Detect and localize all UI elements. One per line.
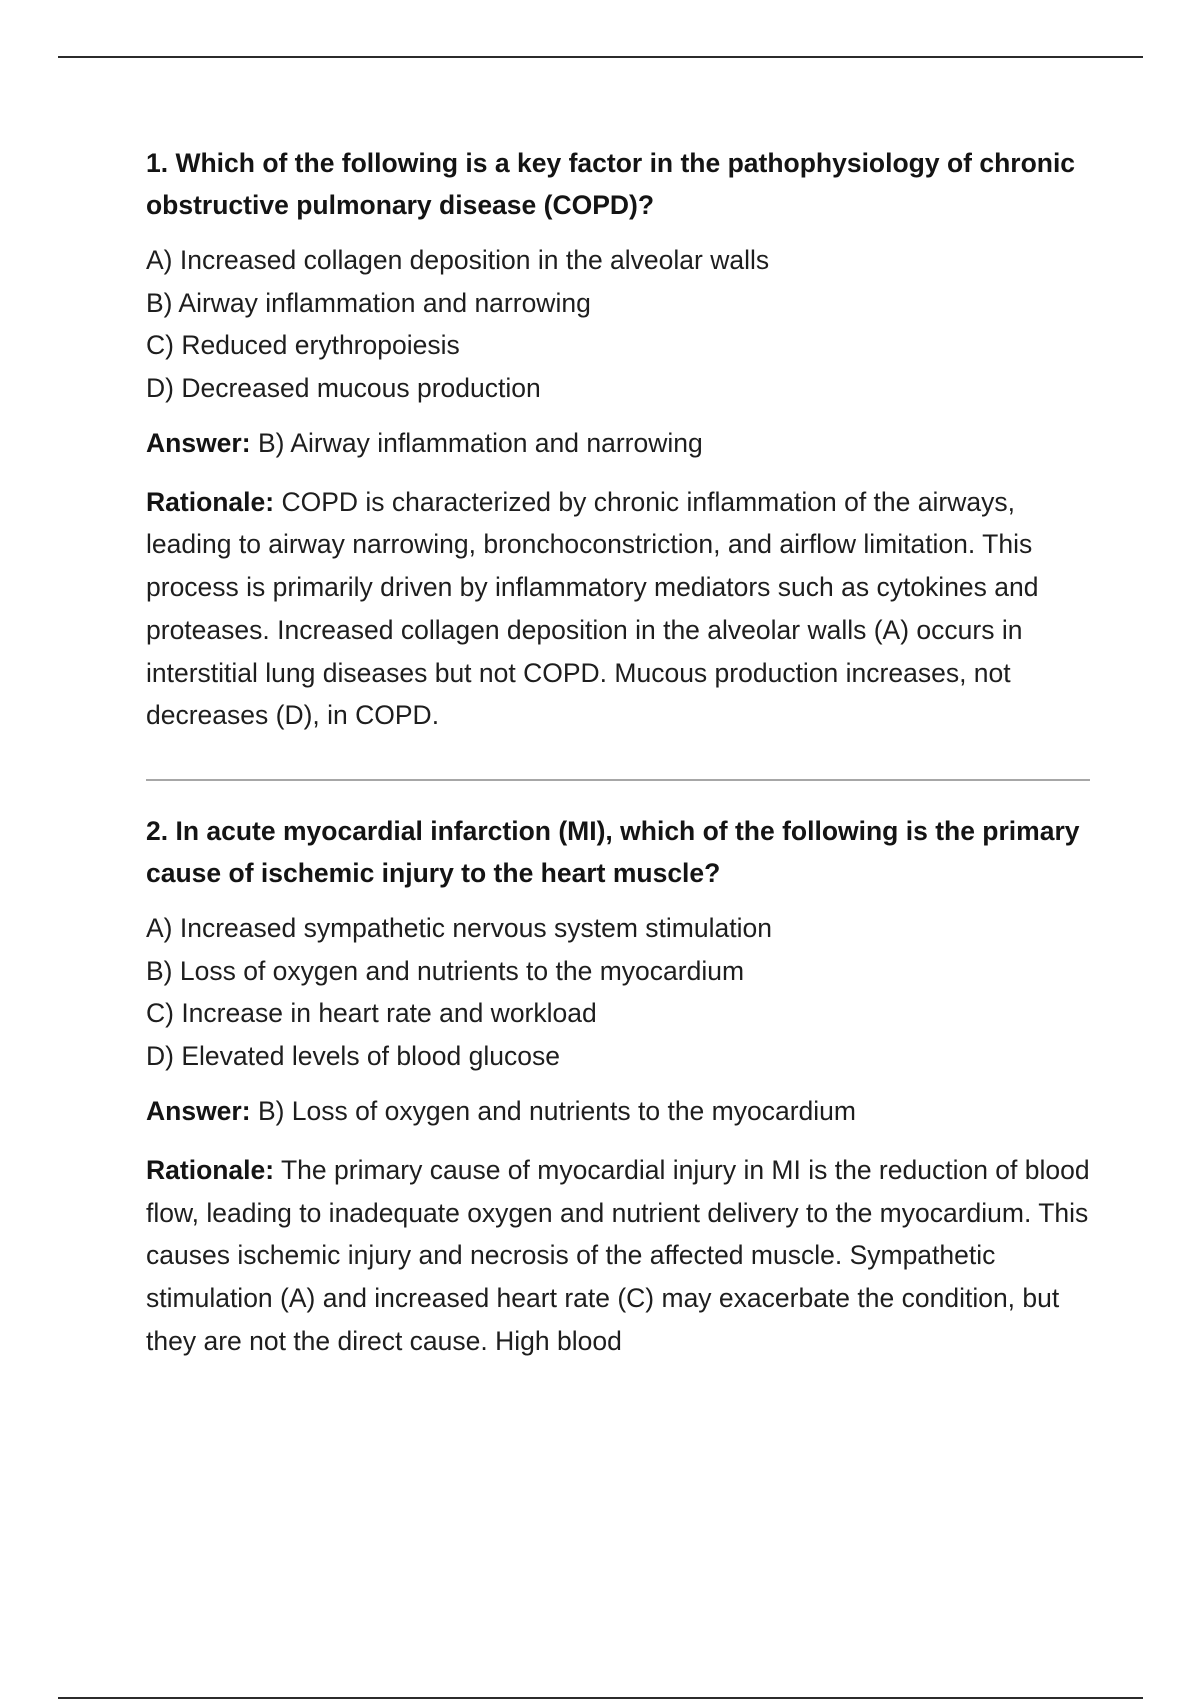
document-body bbox=[146, 142, 1096, 1363]
page-top-rule bbox=[58, 56, 1143, 58]
question-2-options bbox=[146, 907, 1096, 1077]
question-block-1 bbox=[146, 142, 1096, 737]
page-bottom-rule bbox=[58, 1697, 1143, 1699]
question-1-options bbox=[146, 239, 1096, 409]
question-2-rationale-label: Rationale: bbox=[146, 1154, 275, 1185]
question-1-answer-label: Answer: bbox=[146, 428, 251, 458]
question-2-option-c: C) Increase in heart rate and workload bbox=[146, 998, 597, 1029]
question-1-answer bbox=[146, 422, 1096, 465]
question-1-option-c: C) Reduced erythropoiesis bbox=[146, 330, 460, 360]
question-1-rationale-label: Rationale: bbox=[146, 486, 275, 517]
question-1-rationale-text: COPD is characterized by chronic inflammation of the airways, leading to airway narrowing, bronchoconstriction, and airflow limitation. This process is primarily driven by inflammatory mediators such as cytokines and proteases. Increased collagen deposition in the alveolar walls (A) occurs in interstitial lung diseases but not COPD. Mucous production increases, not decreases (D), in COPD. bbox=[146, 486, 1039, 731]
question-1-option-a: A) Increased collagen deposition in the alveolar walls bbox=[146, 245, 770, 275]
question-2-answer-label: Answer: bbox=[146, 1096, 251, 1127]
question-1-rationale bbox=[146, 481, 1096, 738]
question-1-option-b: B) Airway inflammation and narrowing bbox=[146, 287, 591, 318]
question-2-text: 2. In acute myocardial infarction (MI), which of the following is the primary cause of ischemic injury to the heart muscle? bbox=[146, 816, 1080, 889]
question-2-rationale-text: The primary cause of myocardial injury in MI is the reduction of blood flow, leading to inadequate oxygen and nutrient delivery to the myocardium. This causes ischemic injury and necrosis of the affected muscle. Sympathetic stimulation (A) and increased heart rate (C) may exacerbate the condition, but they are not the direct cause. High blood bbox=[146, 1154, 1090, 1356]
question-2-option-d: D) Elevated levels of blood glucose bbox=[146, 1040, 560, 1071]
question-1-option-d: D) Decreased mucous production bbox=[146, 372, 541, 403]
section-divider bbox=[146, 779, 1090, 781]
question-1-answer-text: B) Airway inflammation and narrowing bbox=[257, 428, 703, 458]
question-2-answer bbox=[146, 1090, 1096, 1133]
question-2-answer-text: B) Loss of oxygen and nutrients to the myocardium bbox=[257, 1096, 856, 1127]
question-block-2 bbox=[146, 810, 1096, 1362]
question-2-option-b: B) Loss of oxygen and nutrients to the myocardium bbox=[146, 955, 745, 986]
question-1-text: 1. Which of the following is a key factor in the pathophysiology of chronic obstructive pulmonary disease (COPD)? bbox=[146, 148, 1076, 220]
question-2-option-a: A) Increased sympathetic nervous system stimulation bbox=[146, 913, 772, 944]
question-2-rationale bbox=[146, 1149, 1096, 1363]
